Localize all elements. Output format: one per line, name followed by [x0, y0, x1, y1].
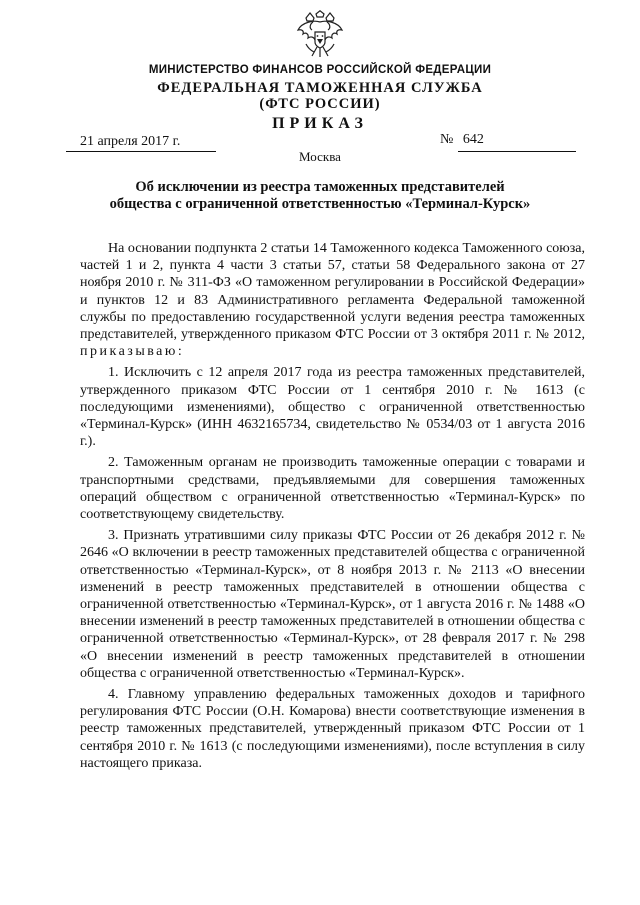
order-word: приказываю:: [80, 344, 185, 360]
order-item: 1. Исключить с 12 апреля 2017 года из реестра таможенных представителей, утвержденного приказом ФТС России от 1 сентября 2010 г. № 1613 (с последующими изменениями), общество с ограниченной ответственностью «Терминал-Курск» (ИНН 4632165734, свидетельство № 0534/03 от 1 августа 2016 г.).: [80, 365, 585, 450]
order-item: 2. Таможенным органам не производить таможенные операции с товарами и транспортными средствами, предъявляемыми для совершения таможенных операций обществом с ограниченной ответственностью «Терминал-Курск» по соответствующему свидетельству.: [80, 455, 585, 523]
document-body: [80, 240, 585, 772]
document-number: [440, 132, 484, 148]
number-value: 642: [462, 132, 484, 147]
number-prefix: №: [440, 132, 454, 147]
document-date: 21 апреля 2017 г.: [80, 134, 181, 149]
order-item: 3. Признать утратившими силу приказы ФТС России от 26 декабря 2012 г. № 2646 «О включении в реестр таможенных представителей общества с ограниченной ответственностью «Терминал-Курск», от 8 ноября 2013 г. № 2113 «О внесении изменений в реестр таможенных представителей в отношении общества с ограниченной ответственностью «Терминал-Курск», от 1 августа 2016 г. № 1488 «О внесении изменений в реестр таможенных представителей в отношении общества с ограниченной ответственностью «Терминал-Курск», от 28 февраля 2017 г. № 298 «О внесении изменений в реестр таможенных представителей в отношении общества с ограниченной ответственностью «Терминал-Курск».: [80, 528, 585, 681]
ministry-title: МИНИСТЕРСТВО ФИНАНСОВ РОССИЙСКОЙ ФЕДЕРАЦИИ: [148, 64, 492, 76]
document-type: ПРИКАЗ: [272, 115, 368, 132]
service-title: ФЕДЕРАЛЬНАЯ ТАМОЖЕННАЯ СЛУЖБА: [157, 80, 483, 96]
coat-of-arms-icon: [296, 10, 344, 60]
document-subject: [60, 179, 580, 213]
document-city: Москва: [299, 149, 341, 164]
order-item: 4. Главному управлению федеральных таможенных доходов и тарифного регулирования ФТС России (О.Н. Комарова) внести соответствующие изменения в реестр таможенных представителей, утвержденный приказом ФТС России от 1 сентября 2010 г. № 1613 (с последующими изменениями), после вступления в силу настоящего приказа.: [80, 687, 585, 771]
subject-line: общества с ограниченной ответственностью «Терминал-Курск»: [109, 196, 531, 212]
service-abbreviation: (ФТС РОССИИ): [259, 96, 381, 112]
preamble-paragraph: [80, 240, 585, 360]
preamble-text: На основании подпункта 2 статьи 14 Таможенного кодекса Таможенного союза, частей 1 и 2, пункта 4 части 3 статьи 57, статьи 58 Федерального закона от 27 ноября 2010 г. № 311-ФЗ «О таможенном регулировании в Российской Федерации» и пунктов 12 и 83 Административного регламента Федеральной таможенной службы по предоставлению государственной услуги ведения реестра таможенных представителей, утвержденного приказом ФТС России от 3 октября 2011 г. № 2012,: [80, 241, 585, 343]
subject-line: Об исключении из реестра таможенных представителей: [135, 179, 505, 195]
